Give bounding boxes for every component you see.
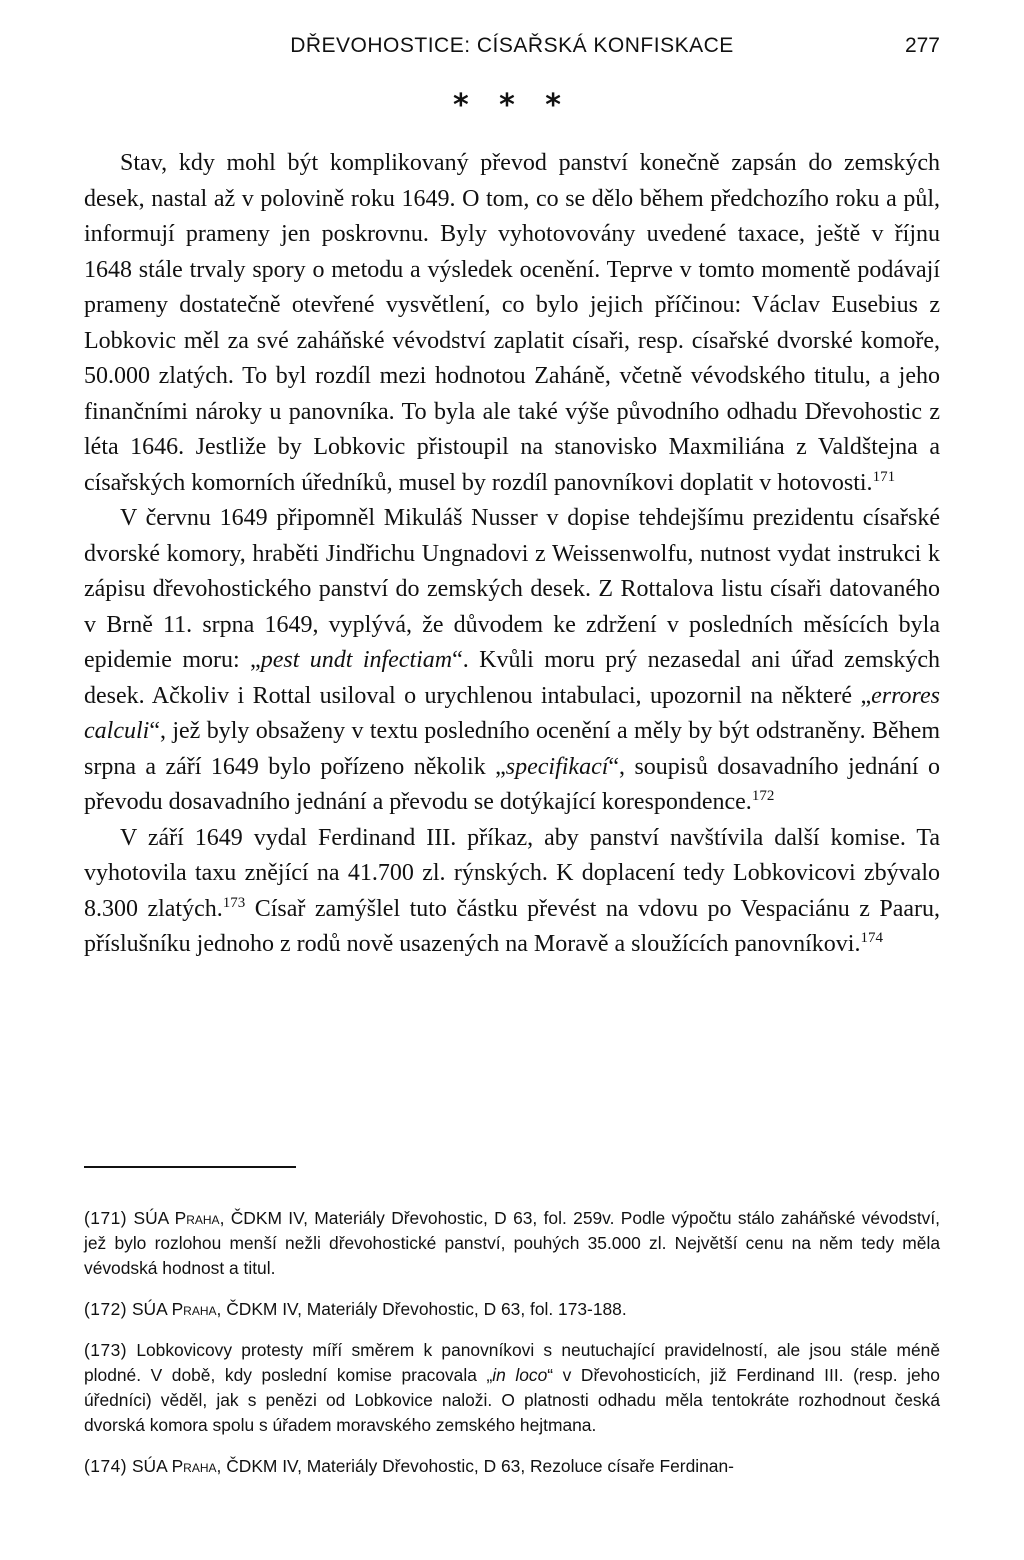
archive-name: SÚA Praha	[133, 1208, 220, 1228]
footnotes	[84, 1206, 940, 1495]
archive-name: SÚA Praha	[131, 1299, 217, 1319]
footnote-divider	[84, 1166, 296, 1168]
paragraph-text: Císař zamýšlel tuto částku převést na vdovu po Vespaciánu z Paaru, příslušníku jednoho z rodů nově usazených na Moravě a sloužících panovníkovi.	[84, 895, 940, 957]
paragraph-text: V červnu 1649 připomněl Mikuláš Nusser v dopise tehdejšímu prezidentu císařské dvorské komory, hraběti Jindřichu Ungnadovi z Weissenwolfu, nutnost vydat instrukci k zápisu dřevohostického panství do zemských desek. Z Rottalova listu císaři datovaného v Brně 11. srpna 1649, vyplývá, že důvodem ke zdržení v posledních měsících byla epidemie moru: „	[84, 505, 940, 673]
footnote-number: (173)	[84, 1340, 128, 1360]
paragraph-2	[84, 501, 940, 821]
archive-name: SÚA Praha	[131, 1456, 217, 1476]
paragraph-text: Stav, kdy mohl být komplikovaný převod panství konečně zapsán do zemských desek, nastal až v polovině roku 1649. O tom, co se dělo během předchozího roku a půl, informují prameny jen poskrovnu. Byly vyhotovovány uvedené taxace, ještě v říjnu 1648 stále trvaly spory o metodu a výsledek ocenění. Teprve v tomto momentě podávají prameny dostatečně otevřené vysvětlení, co bylo jejich příčinou: Václav Eusebius z Lobkovic měl za své zaháňské vévodství zaplatit císaři, resp. císařské dvorské komoře, 50.000 zlatých. To byl rozdíl mezi hodnotou Zaháně, včetně vévodského titulu, a jeho finančními nároky u panovníka. To byla ale také výše původního odhadu Dřevohostic z léta 1646. Jestliže by Lobkovic přistoupil na stanovisko Maxmiliána z Valdštejna a císařských komorních úředníků, musel by rozdíl panovníkovi doplatit v hotovosti.	[84, 150, 940, 496]
footnote-ref-174: 174	[860, 930, 883, 946]
paragraph-text: “, soupisů dosavadního jednání o převodu dosavadního jednání a převodu se dotýkající korespondence.	[84, 753, 941, 815]
footnote-text: , ČDKM IV, Materiály Dřevohostic, D 63, fol. 259v. Podle výpočtu stálo zaháňské vévodství, jež bylo rozlohou menší nežli dřevohostické panství, pouhých 35.000 zl. Největší cenu na něm tedy měla vévodská hodnost a titul.	[84, 1208, 941, 1278]
italic-term: in loco	[492, 1365, 548, 1385]
footnote-text: , ČDKM IV, Materiály Dřevohostic, D 63, fol. 173-188.	[216, 1299, 627, 1319]
main-text	[84, 146, 940, 963]
footnote-ref-172: 172	[751, 788, 775, 804]
paragraph-3	[84, 821, 940, 963]
footnote-ref-173: 173	[222, 894, 246, 911]
paragraph-text: “. Kvůli moru prý nezasedal ani úřad zemských desek. Ačkoliv i Rottal usiloval o urychlenou intabulaci, upozornil na některé „	[84, 647, 941, 709]
footnote-text: Lobkovicovy protesty míří směrem k panovníkovi s neutuchající pravidelností, ale jsou stále méně plodné. V době, kdy poslední komise pracovala „	[84, 1340, 940, 1385]
footnote-172	[84, 1297, 940, 1322]
paragraph-text: “, jež byly obsaženy v textu posledního ocenění a měly by být odstraněny. Během srpna a září 1649 bylo pořízeno několik „	[84, 718, 940, 780]
section-break-asterisks: * * *	[453, 88, 571, 123]
running-head-title: DŘEVOHOSTICE: CÍSAŘSKÁ KONFISKACE	[290, 34, 734, 57]
footnote-number: (172)	[84, 1299, 128, 1319]
paragraph-text: V září 1649 vydal Ferdinand III. příkaz, aby panství navštívila další komise. Ta vyhotovila taxu znějící na 41.700 zl. rýnských. K doplacení tedy Lobkovicovi zbývalo 8.300 zlatých.	[84, 824, 940, 922]
page-number: 277	[904, 34, 940, 57]
italic-quote: errores calculi	[84, 682, 940, 744]
footnote-number: (174)	[84, 1456, 128, 1476]
footnote-171	[84, 1206, 940, 1281]
footnote-ref-171: 171	[872, 468, 896, 485]
footnote-number: (171)	[84, 1208, 128, 1228]
paragraph-1	[84, 146, 940, 501]
footnote-173	[84, 1338, 940, 1438]
footnote-174	[84, 1454, 940, 1479]
italic-quote: specifikací	[505, 753, 609, 780]
footnote-text: , ČDKM IV, Materiály Dřevohostic, D 63, Rezoluce císaře Ferdinan-	[216, 1456, 734, 1476]
running-head	[84, 34, 940, 68]
italic-quote: pest undt infectiam	[260, 647, 453, 673]
footnote-text: “ v Dřevohosticích, již Ferdinand III. (resp. jeho úředníci) věděl, jak s penězi od Lobkovice naloži. O platnosti odhadu měla tentokráte rozhodnout česká dvorská komora spolu s úřadem moravského zemského hejtmana.	[84, 1365, 940, 1435]
